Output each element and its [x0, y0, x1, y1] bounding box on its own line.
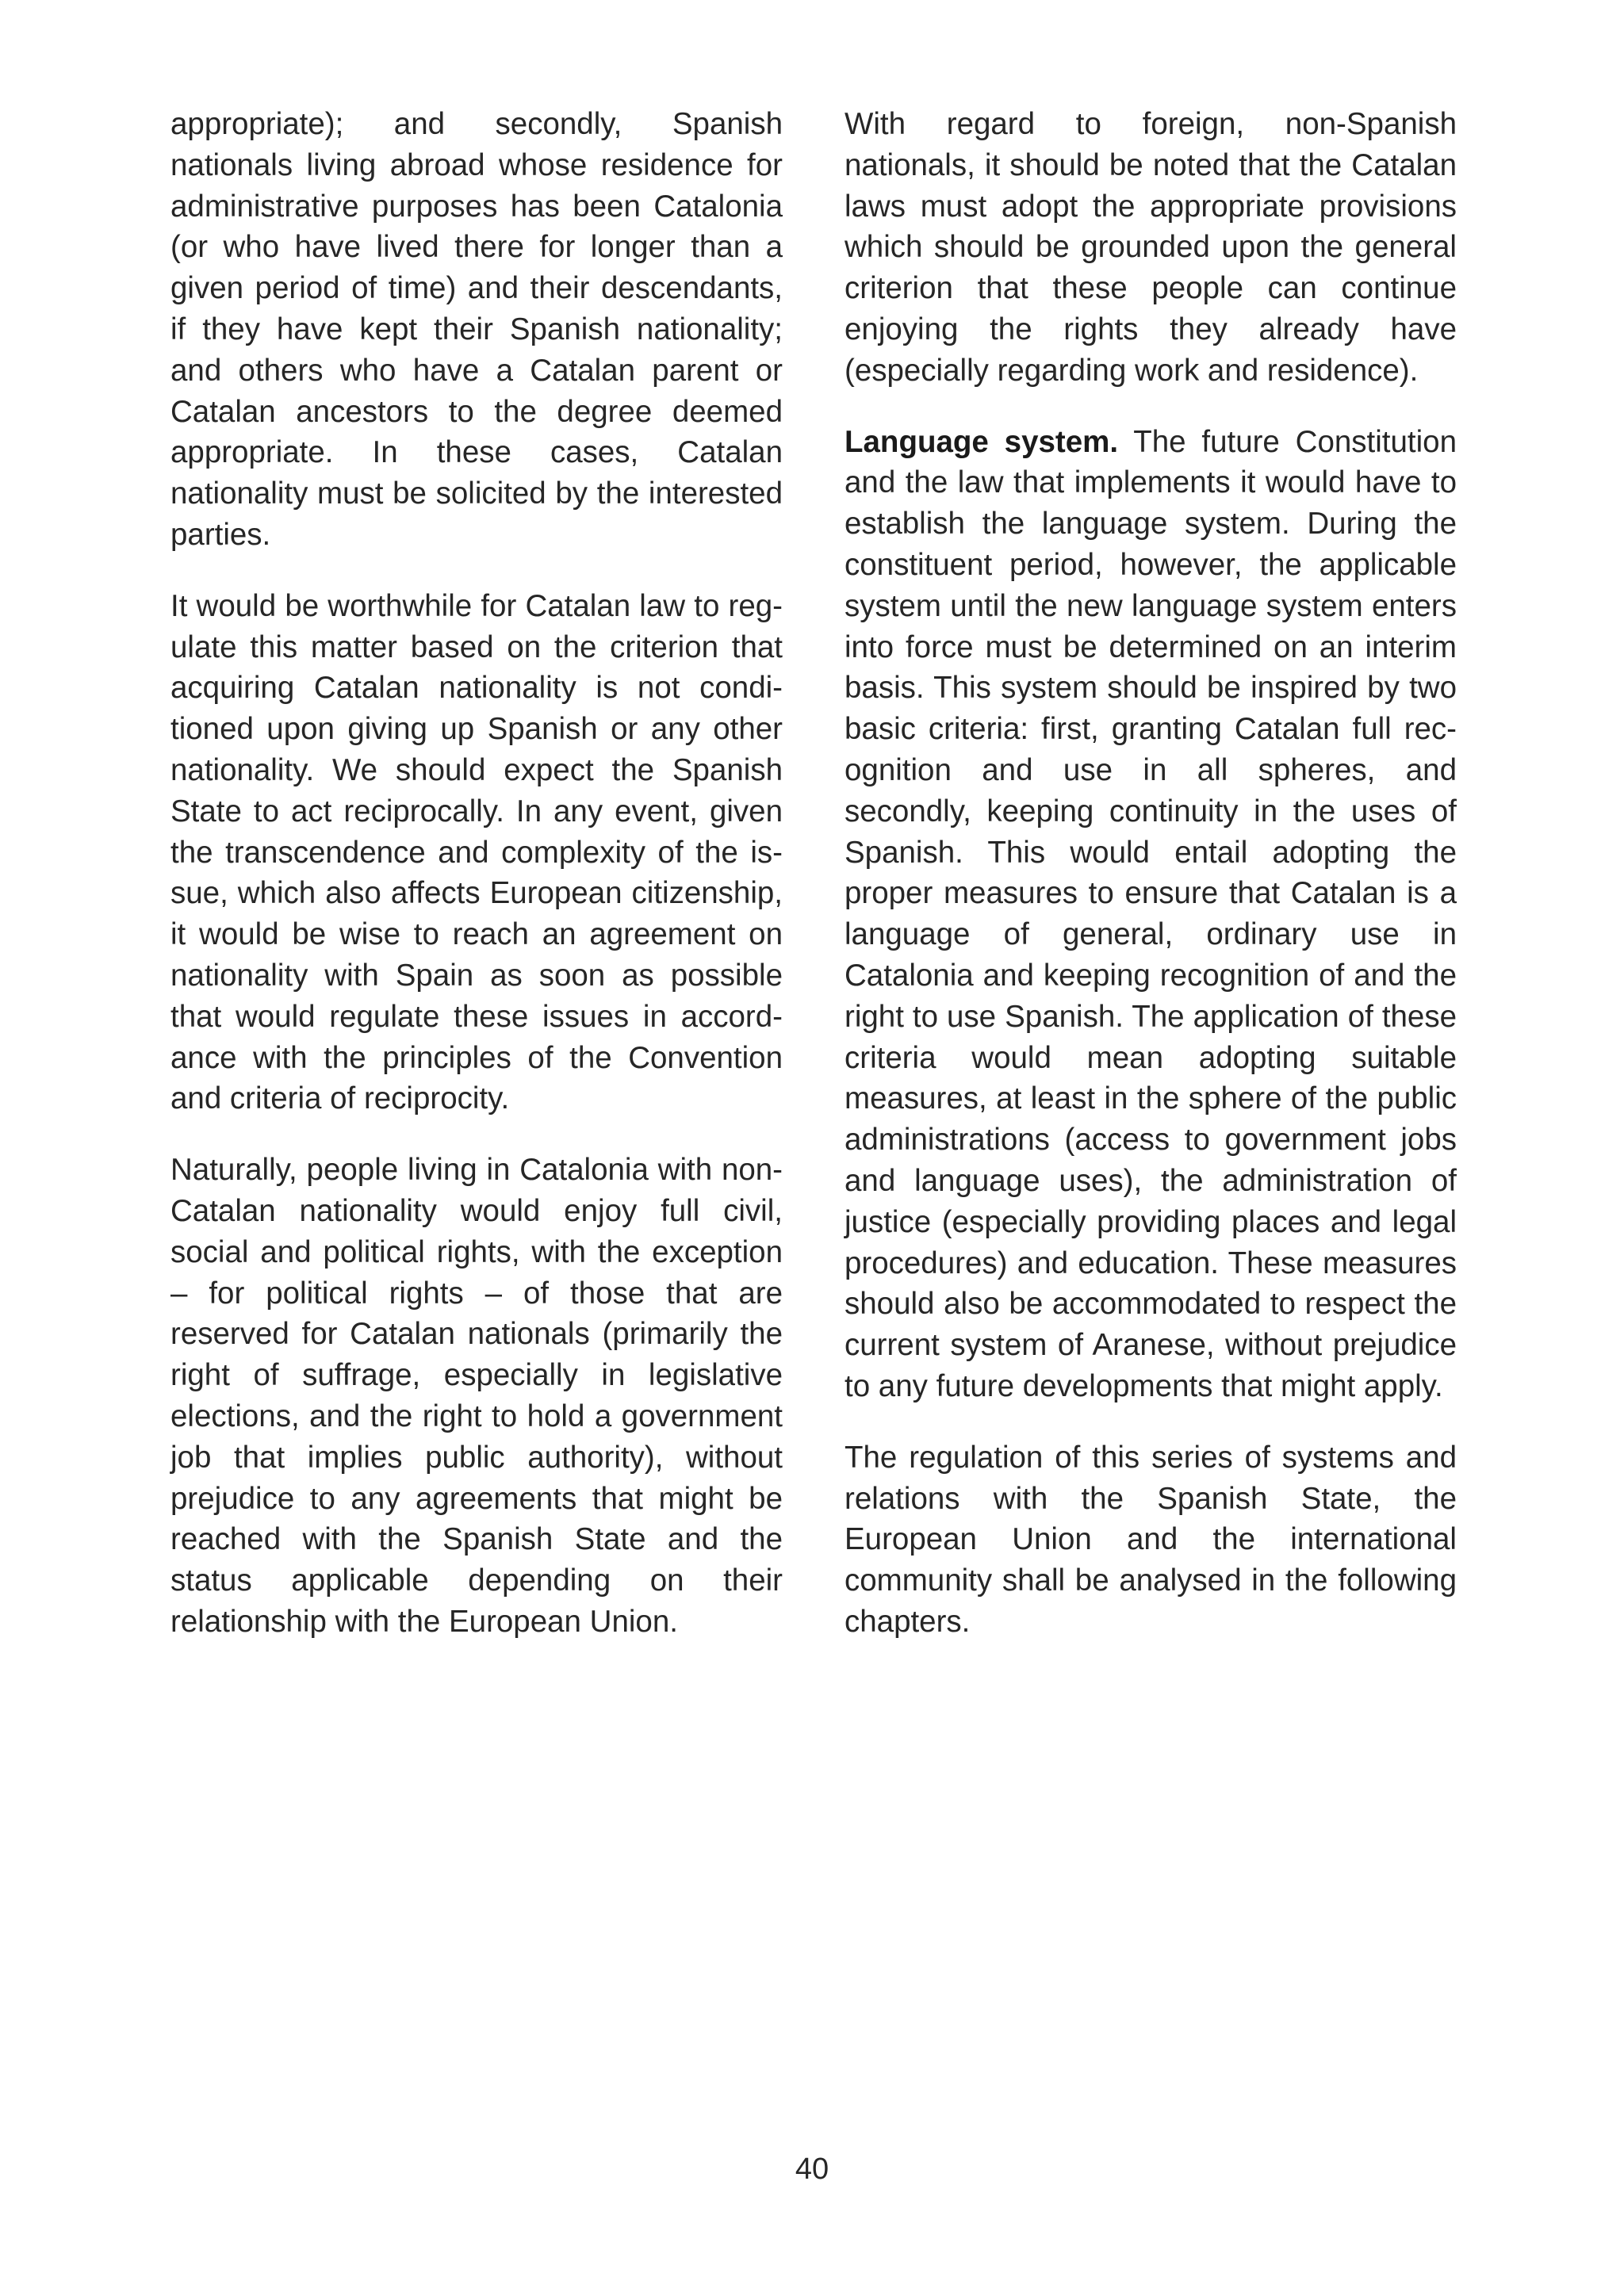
language-system-body: The future Constitution and the law that implements it would have to establish the language system. During the constituent period, however, the applicable system until the new language system enters into force must be determined on an interim basis. This system should be inspired by two basic criteria: first, granting Catalan full recognition and use in all spheres, and secondly, keeping continuity in the uses of Spanish. This would entail adopting the proper measures to ensure that Catalan is a language of general, ordinary use in Catalonia and keeping recognition of and the right to use Spanish. The application of these criteria would mean adopting suitable measures, at least in the sphere of the public administrations (access to government jobs and language uses), the administration of justice (especially providing places and legal procedures) and education. These measures should also be accommodated to respect the current system of Aranese, without prejudice to any future developments that might apply.	[845, 424, 1457, 1403]
left-paragraph-1: appropriate); and secondly, Spanish nationals living abroad whose residence for administrative purposes has been Catalonia (or who have lived there for longer than a given period of time) and their descendants, if they have kept their Spanish nationality; and others who have a Catalan parent or Catalan ancestors to the degree deemed appropriate. In these cases, Catalan nationality must be solicited by the interested parties.	[170, 107, 783, 552]
right-column	[845, 104, 1457, 1643]
right-paragraph-2	[845, 422, 1457, 1407]
language-system-heading: Language system.	[845, 424, 1119, 459]
left-column	[170, 104, 783, 1643]
left-paragraph-2: It would be worthwhile for Catalan law to regulate this matter based on the criterion that acquiring Catalan nationality is not conditioned upon giving up Spanish or any other nationality. We should expect the Spanish State to act reciprocally. In any event, given the transcendence and complexity of the issue, which also affects European citizenship, it would be wise to reach an agreement on nationality with Spain as soon as possible that would regulate these issues in accordance with the principles of the Convention and criteria of reciprocity.	[170, 588, 783, 1116]
right-paragraph-3: The regulation of this series of systems and relations with the Spanish State, the European Union and the international community shall be analysed in the following chapters.	[845, 1440, 1457, 1639]
right-paragraph-1: With regard to foreign, non-Spanish nationals, it should be noted that the Catalan laws must adopt the appropriate provisions which should be grounded upon the general criterion that these people can continue enjoying the rights they already have (especially regarding work and residence).	[845, 107, 1457, 388]
left-paragraph-3: Naturally, people living in Catalonia with non-Catalan nationality would enjoy full civil, social and political rights, with the exception – for political rights – of those that are reserved for Catalan nationals (primarily the right of suffrage, especially in legislative elections, and the right to hold a government job that implies public authority), without prejudice to any agreements that might be reached with the Spanish State and the status applicable depending on their relationship with the European Union.	[170, 1153, 783, 1639]
page-number: 40	[795, 2152, 829, 2186]
